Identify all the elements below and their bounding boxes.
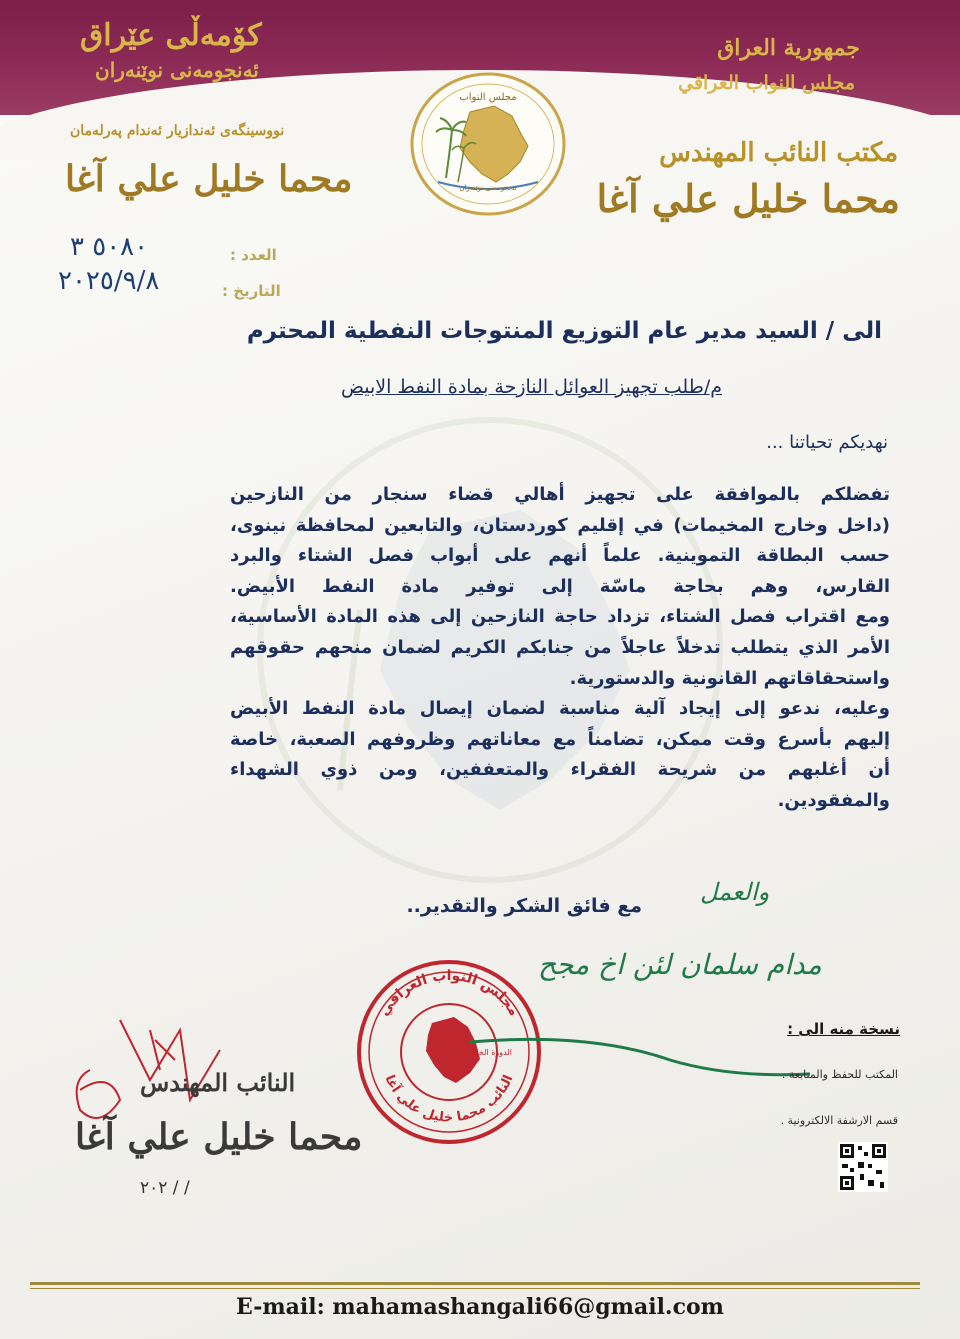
body-line: وعليه، ندعو إلى إيجاد آلية مناسبة لضمان إيصال مادة النفط الأبيض	[230, 698, 890, 720]
parliament-emblem	[408, 70, 568, 218]
footer-email: E-mail: mahamashangali66@gmail.com	[236, 1294, 724, 1320]
cc-title: نسخة منه الى :	[787, 1020, 900, 1038]
body-line: إليهم بأسرع وقت ممكن، تضامناً مع معاناتهم وظروفهم الصعبة، خاصة	[230, 728, 890, 750]
body-line: أن أغلبهم من شريحة الفقراء والمتعففين، ومن ذوي الشهداء	[230, 759, 890, 781]
office-kurdish-name: محما خليل علي آغا	[65, 158, 353, 200]
kurdish-subtitle: ئەنجومەنی نوێنەران	[95, 58, 259, 82]
number-value: ٥٠٨٠ ٣	[70, 232, 149, 262]
recipient-line: الى / السيد مدير عام التوزيع المنتوجات النفطية المحترم	[246, 318, 882, 344]
kurdish-title: کۆمەڵی عێراق	[80, 18, 262, 53]
cc-item: قسم الارشفة الالكترونية .	[780, 1114, 898, 1127]
signature-name: محما خليل علي آغا	[75, 1116, 363, 1158]
signature-date: ٢٠٢ / /	[140, 1178, 190, 1198]
emblem-bottom-text: ئەنجومەنی نوێنەران	[459, 184, 517, 192]
body-line: تفضلكم بالموافقة على تجهيز أهالي قضاء سنجار من النازحين	[230, 484, 890, 505]
arabic-title: جمهورية العراق	[717, 35, 860, 61]
body-line: القارس، وهم بحاجة ماسّة إلى توفير مادة النفط الأبيض.	[230, 575, 890, 597]
footer-divider	[30, 1282, 920, 1285]
body-line: والمفقودين.	[777, 789, 890, 811]
handwritten-annotation: مدام سلمان لئن اخ مجح	[538, 948, 822, 981]
body-line: ومع اقتراب فصل الشتاء، تزداد حاجة النازحين إلى هذه المادة الأساسية،	[230, 606, 890, 628]
subject-line: م/طلب تجهيز العوائل النازحة بمادة النفط الابيض	[340, 376, 722, 398]
pen-stroke-icon	[470, 1030, 810, 1090]
body-line: الأمر الذي يتطلب تدخلاً عاجلاً من جنابكم الكريم لضمان منحهم حقوقهم	[230, 636, 890, 658]
qr-code-icon	[838, 1142, 888, 1192]
closing-line: مع فائق الشكر والتقدير..	[406, 895, 642, 917]
stamp-name: النائب محما خليل علي آغا	[381, 1073, 517, 1126]
date-value: ٢٠٢٥/٩/٨	[58, 266, 160, 296]
handwritten-note: والعمل	[700, 878, 770, 906]
office-kurdish-label: نووسینگەی ئەندازیار ئەندام پەرلەمان	[70, 123, 285, 139]
letter-body	[230, 480, 890, 817]
office-arabic-label: مكتب النائب المهندس	[659, 138, 898, 168]
number-label: العدد :	[230, 246, 277, 264]
cc-item: المكتب للحفظ والمتابعة .	[781, 1068, 898, 1081]
body-line: واستحقاقاتهم القانونية والدستورية.	[569, 667, 890, 689]
body-line: (داخل وخارج المخيمات) في إقليم كوردستان، والتابعين لمحافظة نينوى،	[230, 514, 890, 536]
body-line: حسب البطاقة التموينية. علماً أنهم على أبواب فصل الشتاء والبرد	[230, 545, 890, 567]
stamp-text: مجلس النواب العراقي	[376, 967, 523, 1019]
emblem-title: مجلس النواب	[459, 92, 517, 103]
stamp-term: الدورة الخامسة	[460, 1048, 512, 1057]
signature-title: النائب المهندس	[140, 1068, 296, 1097]
office-arabic-name: محما خليل علي آغا	[596, 176, 900, 221]
date-label: التاريخ :	[222, 282, 281, 300]
footer-divider-thin	[30, 1288, 920, 1289]
greeting: نهديكم تحياتنا ...	[766, 432, 888, 453]
arabic-subtitle: مجلس النواب العراقي	[678, 72, 855, 94]
